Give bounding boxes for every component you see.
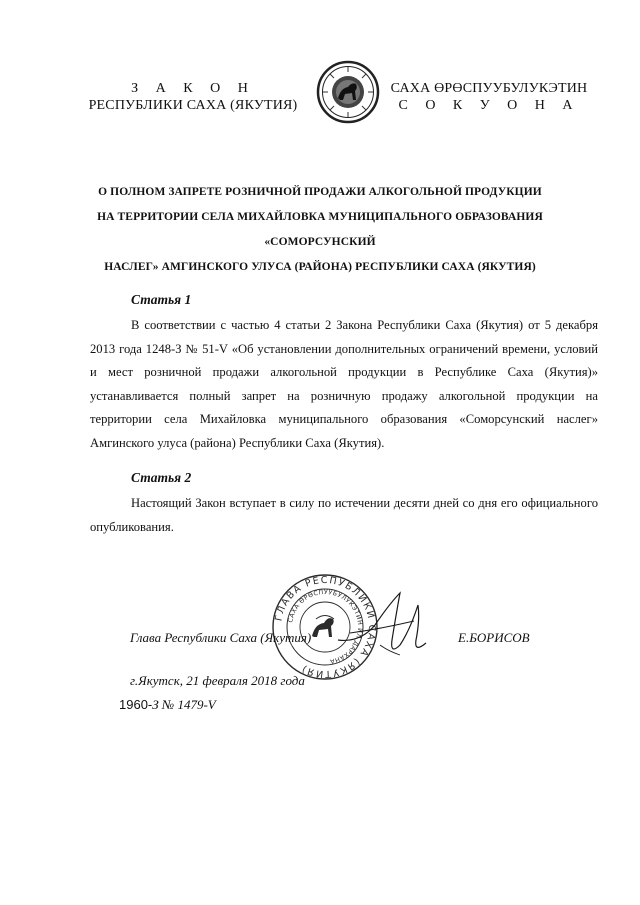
law-title-line1: О ПОЛНОМ ЗАПРЕТЕ РОЗНИЧНОЙ ПРОДАЖИ АЛКОГОЛЬНОЙ ПРОДУКЦИИ (98, 186, 542, 198)
seal-outer-text: ГЛАВА РЕСПУБЛИКИ САХА (ЯКУТИЯ) (273, 574, 378, 680)
law-title (60, 180, 580, 280)
coat-of-arms-emblem (316, 60, 380, 124)
header-left-line2: РЕСПУБЛИКИ САХА (ЯКУТИЯ) (88, 98, 298, 113)
seal-inner-text: САХА ӨРӨСПУУБУЛУКЭТИН ИЛ ДАРХАНА (287, 588, 364, 665)
signature-name: Е.БОРИСОВ (458, 630, 530, 645)
handwritten-signature (330, 585, 440, 675)
header-left-line1: З А К О Н (131, 81, 255, 96)
article1-heading: Статья 1 (131, 292, 192, 307)
header-right (384, 80, 594, 114)
signature-scribble-icon (330, 585, 440, 675)
article1-text: В соответствии с частью 4 статьи 2 Закона Республики Саха (Якутия) от 5 декабря 2013 года 1248-З № 51-V «Об установлении дополнительных ограничений времени, условий и мест розничной продажи алкогольной продукции в Республике Саха (Якутия)» устанавливается полный запрет на розничную продажу алкогольной продукции на территории села Михайловка муниципального образования «Соморсунский наслег» Амгинского улуса (района) Республики Саха (Якутия). (90, 318, 598, 450)
article2-text: Настоящий Закон вступает в силу по истечении десяти дней со дня его официального опубликования. (90, 496, 598, 534)
coat-of-arms-icon (316, 60, 380, 124)
law-title-line2: НА ТЕРРИТОРИИ СЕЛА МИХАЙЛОВКА МУНИЦИПАЛЬНОГО ОБРАЗОВАНИЯ «СОМОРСУНСКИЙ (97, 211, 543, 248)
law-number-value: З № 1479-V (152, 697, 216, 712)
signature-place-date: г.Якутск, 21 февраля 2018 года (130, 673, 305, 688)
law-number (119, 697, 216, 713)
header-left (78, 80, 308, 114)
law-title-line3: НАСЛЕГ» АМГИНСКОГО УЛУСА (РАЙОНА) РЕСПУБЛИКИ САХА (ЯКУТИЯ) (104, 261, 536, 273)
law-number-prefix: 1960- (119, 697, 153, 712)
article2-heading: Статья 2 (131, 470, 192, 485)
header-right-line2: С О К У О Н А (398, 98, 580, 113)
header-right-line1: САХА ӨРӨСПУУБУЛУКЭТИН (390, 81, 588, 96)
signature-position: Глава Республики Саха (Якутия) (130, 630, 312, 645)
